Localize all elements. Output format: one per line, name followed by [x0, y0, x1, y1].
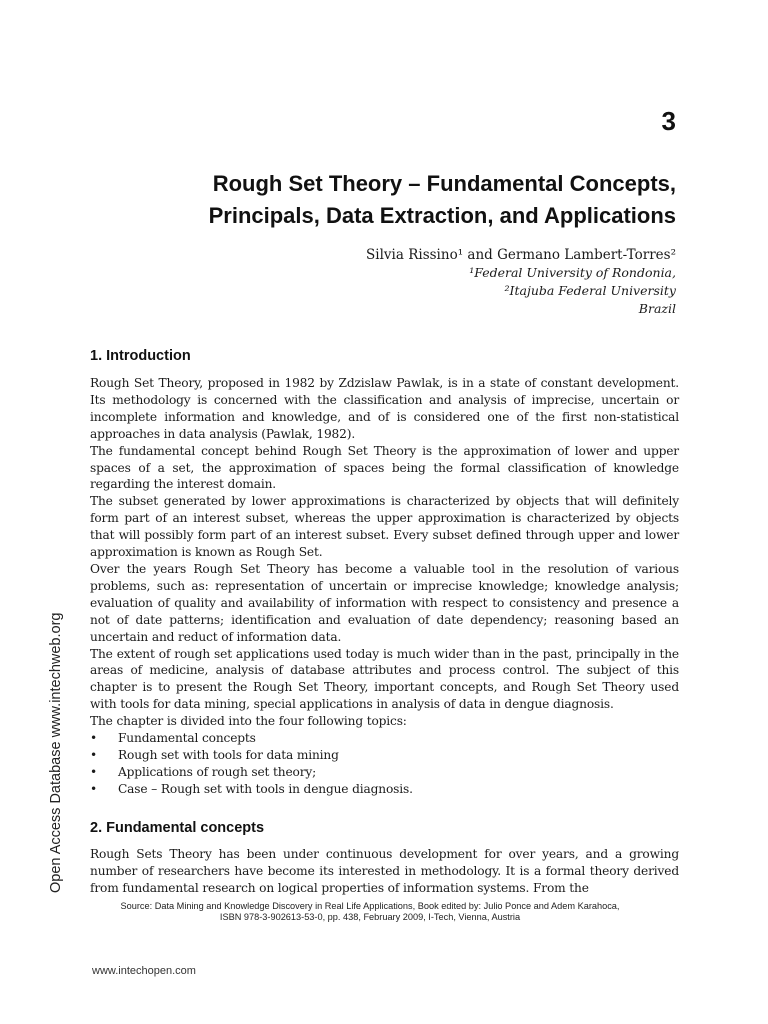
paragraph: The fundamental concept behind Rough Set Theory is the approximation of lower and upper spaces of a set, the approximation of spaces being the formal classification of knowledge regarding the interest domain.: [90, 443, 679, 492]
author-names: Silvia Rissino¹ and Germano Lambert-Torres²: [366, 247, 676, 263]
bullet: •: [90, 781, 98, 796]
affiliation-1: ¹Federal University of Rondonia,: [469, 265, 676, 280]
source-line-1: Source: Data Mining and Knowledge Discovery in Real Life Applications, Book edited by: Julio Ponce and Adem Karahoca,: [120, 901, 620, 911]
source-line-2: ISBN 978-3-902613-53-0, pp. 438, February 2009, I-Tech, Vienna, Austria: [219, 912, 521, 922]
fundamental-concepts-body: [90, 846, 679, 897]
source-note: [90, 901, 650, 923]
list-item: [90, 747, 679, 764]
list-item-text: Rough set with tools for data mining: [118, 747, 339, 762]
paragraph: Rough Sets Theory has been under continuous development for over years, and a growing number of researchers have become its interested in methodology. It is a formal theory derived from fundamental research on logical properties of information systems. From the: [90, 847, 679, 895]
paragraph: The extent of rough set applications used today is much wider than in the past, principally in the areas of medicine, analysis of database attributes and process control. The subject of this chapter is to present the Rough Set Theory, important concepts, and Rough Set Theory used with tools for data mining, special applications in analysis of data in dengue diagnosis.: [90, 646, 679, 712]
list-item: [90, 764, 679, 781]
paragraph: Over the years Rough Set Theory has become a valuable tool in the resolution of various problems, such as: representation of uncertain or imprecise knowledge; knowledge analysis; evaluation of quality and availability of information with respect to consistency and presence a not of date patterns; identification and evaluation of date dependency; reasoning based an uncertain and reduct of information data.: [90, 561, 679, 644]
topic-list: [90, 730, 679, 798]
paragraph: The subset generated by lower approximations is characterized by objects that will definitely form part of an interest subset, whereas the upper approximation is characterized by objects that will possibly form part of an interest subset. Every subset defined through upper and lower approximation is known as Rough Set.: [90, 494, 679, 560]
list-item-text: Fundamental concepts: [118, 731, 256, 746]
bullet: •: [90, 764, 98, 779]
list-item: [90, 781, 679, 798]
paragraph: Rough Set Theory, proposed in 1982 by Zdzislaw Pawlak, is in a state of constant development. Its methodology is concerned with the classification and analysis of imprecise, uncertain or incomplete information and knowledge, and of is considered one of the first non-statistical approaches in data analysis (Pawlak, 1982).: [90, 376, 679, 441]
chapter-title-line-2: Principals, Data Extraction, and Applications: [208, 203, 676, 228]
list-item-text: Applications of rough set theory;: [118, 764, 317, 779]
section-heading-introduction: 1. Introduction: [90, 348, 191, 364]
chapter-number: 3: [661, 106, 676, 136]
bullet: •: [90, 731, 98, 746]
affiliation-2: ²Itajuba Federal University: [504, 283, 676, 298]
chapter-title: [96, 168, 676, 232]
list-item-text: Case – Rough set with tools in dengue diagnosis.: [118, 781, 413, 796]
section-heading-fundamental-concepts: 2. Fundamental concepts: [90, 820, 265, 836]
chapter-title-line-1: Rough Set Theory – Fundamental Concepts,: [212, 171, 676, 196]
paragraph: The chapter is divided into the four following topics:: [90, 714, 407, 729]
bullet: •: [90, 747, 98, 762]
open-access-side-label: Open Access Database www.intechweb.org: [48, 612, 64, 893]
introduction-body: [90, 375, 679, 798]
footer-url-link[interactable]: www.intechopen.com: [92, 965, 196, 977]
author-block: [176, 246, 676, 318]
country: Brazil: [638, 301, 676, 316]
list-item: [90, 730, 679, 747]
